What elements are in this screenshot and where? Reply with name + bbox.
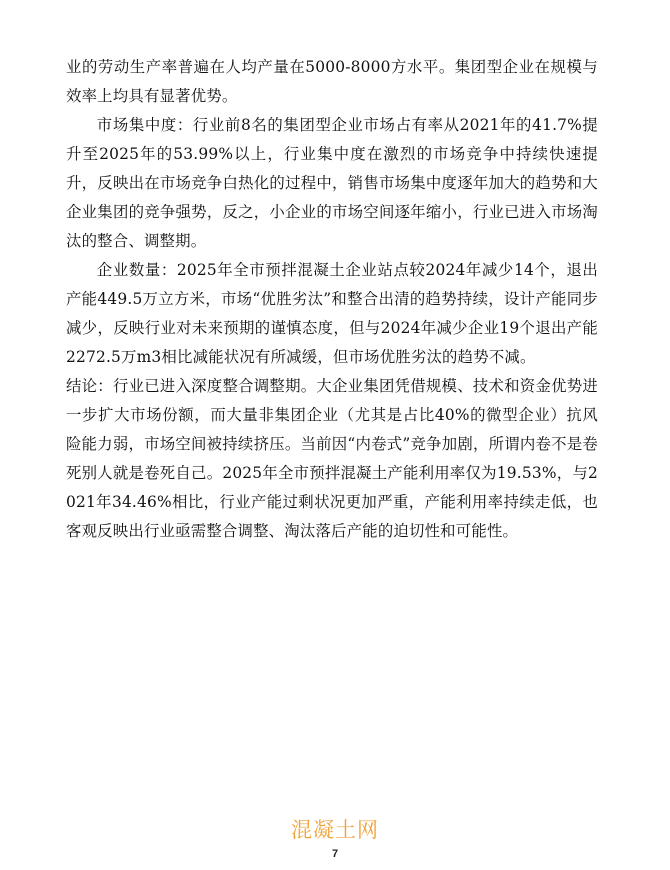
document-body [66,53,598,546]
watermark-logo-text: 混凝土网 [291,818,379,842]
paragraph-enterprise-count: 企业数量：2025年全市预拌混凝土企业站点较2024年减少14个，退出产能449.5万立方米，市场“优胜劣汰”和整合出清的趋势持续，设计产能同步减少，反映行业对未来预期的谨慎态度，但与2024年减少企业19个退出产能2272.5万m3相比减能状况有所减缓，但市场优胜劣汰的趋势不减。 [66,261,598,366]
paragraph-conclusion: 结论：行业已进入深度整合调整期。大企业集团凭借规模、技术和资金优势进一步扩大市场份额，而大量非集团企业（尤其是占比40%的微型企业）抗风险能力弱，市场空间被持续挤压。当前因“内卷式”竞争加剧，所谓内卷不是卷死别人就是卷死自己。2025年全市预拌混凝土产能利用率仅为19.53%，与2021年34.46%相比，行业产能过剩状况更加严重，产能利用率持续走低，也客观反映出行业亟需整合调整、淘汰落后产能的迫切性和可能性。 [66,377,598,540]
paragraph-market-concentration: 市场集中度：行业前8名的集团型企业市场占有率从2021年的41.7%提升至2025年的53.99%以上，行业集中度在激烈的市场竞争中持续快速提升，反映出在市场竞争白热化的过程中，销售市场集中度逐年加大的趋势和大企业集团的竞争强势，反之，小企业的市场空间逐年缩小，行业已进入市场淘汰的整合、调整期。 [66,116,598,250]
page-number: 7 [331,848,339,860]
paragraph-continuation: 业的劳动生产率普遍在人均产量在5000-8000方水平。集团型企业在规模与效率上均具有显著优势。 [66,58,598,105]
